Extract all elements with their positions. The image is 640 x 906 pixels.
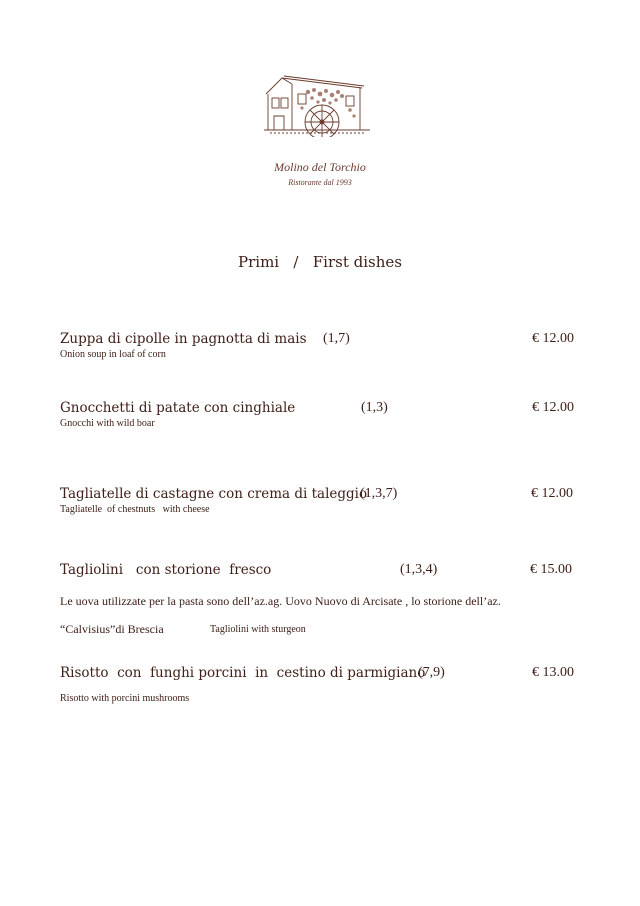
dish-translation: Tagliolini with sturgeon bbox=[210, 624, 306, 635]
dish-name: Risotto con funghi porcini in cestino di parmigiano bbox=[60, 665, 426, 681]
dish-translation: Risotto with porcini mushrooms bbox=[60, 693, 190, 704]
dish-price: € 12.00 bbox=[532, 400, 574, 415]
dish-sourcing-note: Le uova utilizzate per la pasta sono dell’az.ag. Uovo Nuovo di Arcisate , lo storione dell’az. bbox=[60, 594, 501, 608]
restaurant-name: Molino del Torchio bbox=[274, 160, 366, 174]
dish-allergens: (1,3) bbox=[361, 400, 388, 415]
dish-allergens: (1,3,7) bbox=[360, 486, 398, 501]
restaurant-subtitle: Ristorante dal 1993 bbox=[288, 178, 352, 187]
dish-name: Tagliatelle di castagne con crema di taleggio bbox=[60, 486, 368, 502]
dish-allergens: (1,3,4) bbox=[400, 562, 438, 577]
dish-price: € 12.00 bbox=[532, 331, 574, 346]
dish-allergens: (1,7) bbox=[323, 331, 350, 346]
dish-translation: Tagliatelle of chestnuts with cheese bbox=[60, 504, 210, 515]
dish-translation: Onion soup in loaf of corn bbox=[60, 349, 166, 360]
dish-price: € 12.00 bbox=[531, 486, 573, 501]
dish-name: Zuppa di cipolle in pagnotta di mais bbox=[60, 331, 307, 347]
dish-price: € 13.00 bbox=[532, 665, 574, 680]
dish-translation: Gnocchi with wild boar bbox=[60, 418, 155, 429]
dish-sourcing-note-continued: “Calvisius”di Brescia bbox=[60, 622, 164, 636]
dish-name: Tagliolini con storione fresco bbox=[60, 562, 272, 578]
section-title: Primi / First dishes bbox=[238, 253, 402, 271]
dish-allergens: (7,9) bbox=[418, 665, 445, 680]
restaurant-logo bbox=[262, 72, 372, 137]
dish-name: Gnocchetti di patate con cinghiale bbox=[60, 400, 296, 416]
dish-price: € 15.00 bbox=[530, 562, 572, 577]
